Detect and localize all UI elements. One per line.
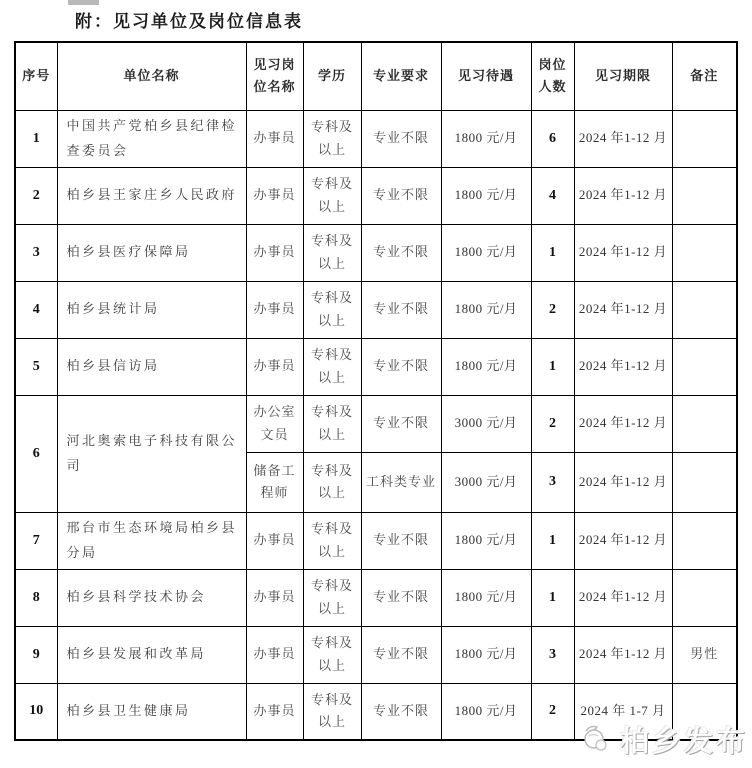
table-row <box>15 395 737 452</box>
cell-position: 办事员 <box>246 338 303 395</box>
cell-salary: 3000 元/月 <box>441 452 531 512</box>
cell-count: 4 <box>531 167 574 224</box>
cell-serial: 1 <box>15 110 57 167</box>
cell-unit-name: 柏乡县医疗保障局 <box>57 224 246 281</box>
cell-position: 办事员 <box>246 167 303 224</box>
table-row <box>15 683 737 740</box>
cell-salary: 1800 元/月 <box>441 683 531 740</box>
table-row <box>15 569 737 626</box>
table-row <box>15 110 737 167</box>
cell-note: 男性 <box>672 626 737 683</box>
cell-major: 专业不限 <box>361 683 441 740</box>
watermark-text: 柏乡发布 <box>619 726 748 758</box>
cell-period: 2024 年1-12 月 <box>574 167 672 224</box>
cell-serial: 8 <box>15 569 57 626</box>
cell-education: 专科及以上 <box>303 452 361 512</box>
cell-serial: 3 <box>15 224 57 281</box>
cell-note <box>672 110 737 167</box>
cell-note <box>672 569 737 626</box>
col-header-serial: 序号 <box>15 42 57 110</box>
cell-note <box>672 281 737 338</box>
col-header-note: 备注 <box>672 42 737 110</box>
cell-serial: 2 <box>15 167 57 224</box>
table-row <box>15 338 737 395</box>
cell-education: 专科及以上 <box>303 626 361 683</box>
cell-salary: 1800 元/月 <box>441 626 531 683</box>
cell-major: 专业不限 <box>361 167 441 224</box>
cell-major: 专业不限 <box>361 224 441 281</box>
cell-education: 专科及以上 <box>303 683 361 740</box>
cell-serial: 4 <box>15 281 57 338</box>
cell-salary: 1800 元/月 <box>441 224 531 281</box>
cell-period: 2024 年 1-7 月 <box>574 683 672 740</box>
cell-period: 2024 年1-12 月 <box>574 110 672 167</box>
cell-major: 专业不限 <box>361 281 441 338</box>
cell-major: 工科类专业 <box>361 452 441 512</box>
col-header-major: 专业要求 <box>361 42 441 110</box>
cell-count: 1 <box>531 224 574 281</box>
cell-note <box>672 683 737 740</box>
cell-note <box>672 395 737 452</box>
page-title: 附：见习单位及岗位信息表 <box>75 12 303 31</box>
table-row <box>15 167 737 224</box>
cell-position: 储备工程师 <box>246 452 303 512</box>
cell-major: 专业不限 <box>361 512 441 569</box>
cutoff-element <box>68 0 99 5</box>
cell-education: 专科及以上 <box>303 395 361 452</box>
cell-period: 2024 年1-12 月 <box>574 569 672 626</box>
col-header-unit: 单位名称 <box>57 42 246 110</box>
cell-major: 专业不限 <box>361 110 441 167</box>
col-header-education: 学历 <box>303 42 361 110</box>
cell-note <box>672 452 737 512</box>
cell-period: 2024 年1-12 月 <box>574 626 672 683</box>
cell-unit-name: 河北奥索电子科技有限公司 <box>57 395 246 512</box>
cell-major: 专业不限 <box>361 569 441 626</box>
cell-note <box>672 338 737 395</box>
cell-unit-name: 柏乡县统计局 <box>57 281 246 338</box>
cell-unit-name: 柏乡县科学技术协会 <box>57 569 246 626</box>
cell-salary: 1800 元/月 <box>441 338 531 395</box>
cell-note <box>672 224 737 281</box>
col-header-count: 岗位人数 <box>531 42 574 110</box>
cell-serial: 9 <box>15 626 57 683</box>
col-header-position: 见习岗位名称 <box>246 42 303 110</box>
cell-serial: 6 <box>15 395 57 512</box>
cell-education: 专科及以上 <box>303 224 361 281</box>
cell-unit-name: 柏乡县发展和改革局 <box>57 626 246 683</box>
table-row <box>15 512 737 569</box>
cell-period: 2024 年1-12 月 <box>574 395 672 452</box>
cell-count: 2 <box>531 395 574 452</box>
cell-salary: 3000 元/月 <box>441 395 531 452</box>
cell-education: 专科及以上 <box>303 338 361 395</box>
table-row <box>15 224 737 281</box>
cell-unit-name: 柏乡县信访局 <box>57 338 246 395</box>
cell-serial: 10 <box>15 683 57 740</box>
cell-period: 2024 年1-12 月 <box>574 512 672 569</box>
cell-count: 2 <box>531 281 574 338</box>
cell-position: 办事员 <box>246 626 303 683</box>
cell-serial: 7 <box>15 512 57 569</box>
cell-salary: 1800 元/月 <box>441 569 531 626</box>
col-header-salary: 见习待遇 <box>441 42 531 110</box>
cell-position: 办事员 <box>246 683 303 740</box>
cell-count: 3 <box>531 626 574 683</box>
cell-education: 专科及以上 <box>303 167 361 224</box>
cell-salary: 1800 元/月 <box>441 110 531 167</box>
cell-major: 专业不限 <box>361 338 441 395</box>
col-header-period: 见习期限 <box>574 42 672 110</box>
cell-salary: 1800 元/月 <box>441 281 531 338</box>
cell-note <box>672 167 737 224</box>
cell-major: 专业不限 <box>361 626 441 683</box>
cell-count: 1 <box>531 569 574 626</box>
cell-count: 6 <box>531 110 574 167</box>
cell-count: 1 <box>531 338 574 395</box>
cell-salary: 1800 元/月 <box>441 512 531 569</box>
cell-unit-name: 中国共产党柏乡县纪律检查委员会 <box>57 110 246 167</box>
cell-position: 办事员 <box>246 110 303 167</box>
table-row <box>15 281 737 338</box>
header-row <box>15 42 737 110</box>
cell-count: 3 <box>531 452 574 512</box>
cell-unit-name: 柏乡县卫生健康局 <box>57 683 246 740</box>
cell-period: 2024 年1-12 月 <box>574 281 672 338</box>
cell-education: 专科及以上 <box>303 110 361 167</box>
cell-position: 办公室文员 <box>246 395 303 452</box>
cell-note <box>672 512 737 569</box>
cell-unit-name: 邢台市生态环境局柏乡县分局 <box>57 512 246 569</box>
cell-position: 办事员 <box>246 281 303 338</box>
cell-serial: 5 <box>15 338 57 395</box>
cell-period: 2024 年1-12 月 <box>574 338 672 395</box>
cell-salary: 1800 元/月 <box>441 167 531 224</box>
cell-education: 专科及以上 <box>303 512 361 569</box>
cell-position: 办事员 <box>246 224 303 281</box>
cell-position: 办事员 <box>246 512 303 569</box>
internship-info-table <box>14 41 738 741</box>
cell-period: 2024 年1-12 月 <box>574 452 672 512</box>
cell-count: 1 <box>531 512 574 569</box>
cell-unit-name: 柏乡县王家庄乡人民政府 <box>57 167 246 224</box>
table-row <box>15 626 737 683</box>
cell-major: 专业不限 <box>361 395 441 452</box>
cell-period: 2024 年1-12 月 <box>574 224 672 281</box>
cell-education: 专科及以上 <box>303 281 361 338</box>
cell-count: 2 <box>531 683 574 740</box>
cell-position: 办事员 <box>246 569 303 626</box>
cell-education: 专科及以上 <box>303 569 361 626</box>
